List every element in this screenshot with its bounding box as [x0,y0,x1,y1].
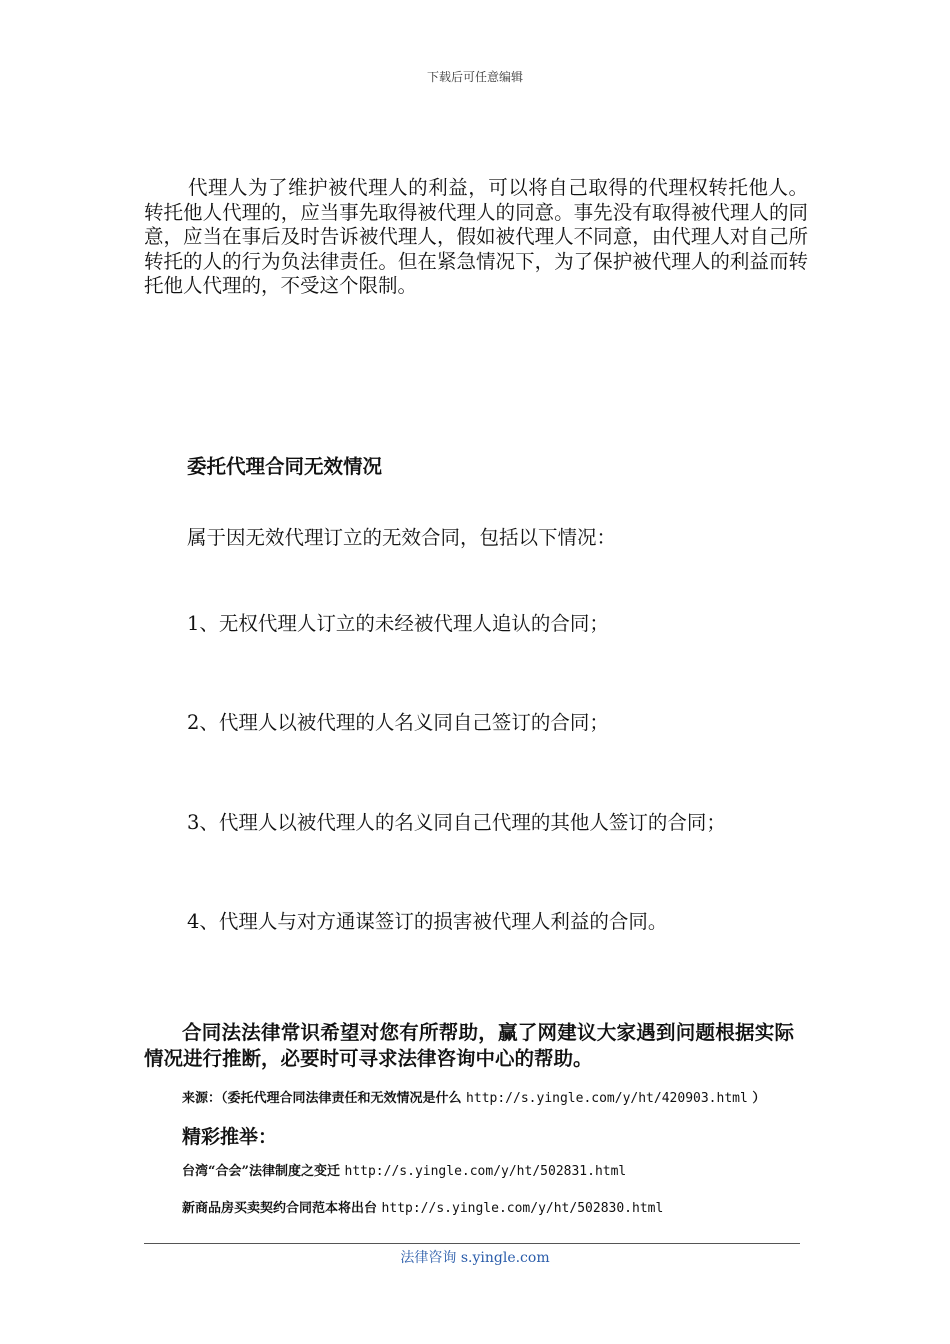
source-line [182,1087,765,1106]
recommendation-link[interactable]: http://s.yingle.com/y/ht/502831.html [344,1164,627,1179]
source-link[interactable]: http://s.yingle.com/y/ht/420903.html [466,1091,748,1106]
section-heading: 委托代理合同无效情况 [187,455,383,478]
recommendation-item [182,1160,626,1179]
source-label: 来源：（委托代理合同法律责任和无效情况是什么 [182,1091,462,1106]
recommendations-title: 精彩推举： [182,1126,278,1148]
list-item: 3、代理人以被代理人的名义同自己代理的其他人签订的合同； [187,811,726,834]
page-header: 下载后可任意编辑 [426,70,523,84]
intro-paragraph: 代理人为了维护被代理人的利益，可以将自己取得的代理权转托他人。转托他人代理的，应当事先取得被代理人的同意。事先没有取得被代理人的同意，应当在事后及时告诉被代理人，假如被代理人不同意，由代理人对自己所转托的人的行为负法律责任。但在紧急情况下，为了保护被代理人的利益而转托他人代理的，不受这个限制。 [144,176,808,297]
footer-divider [144,1243,800,1244]
recommendation-text: 新商品房买卖契约合同范本将出台 [182,1201,378,1216]
list-item: 1、无权代理人订立的未经被代理人追认的合同； [187,612,609,635]
recommendation-text: 台湾“合会”法律制度之变迁 [182,1164,340,1179]
list-item: 4、代理人与对方通谋签订的损害被代理人利益的合同。 [187,910,668,933]
source-suffix: ） [752,1091,766,1106]
closing-paragraph: 合同法法律常识希望对您有所帮助，赢了网建议大家遇到问题根据实际情况进行推断，必要时可寻求法律咨询中心的帮助。 [144,1021,794,1070]
recommendation-item [182,1197,663,1216]
page-footer[interactable]: 法律咨询 s.yingle.com [400,1250,550,1266]
list-item: 2、代理人以被代理的人名义同自己签订的合同； [187,711,609,734]
section-intro: 属于因无效代理订立的无效合同，包括以下情况： [187,526,617,549]
recommendation-link[interactable]: http://s.yingle.com/y/ht/502830.html [381,1201,664,1216]
